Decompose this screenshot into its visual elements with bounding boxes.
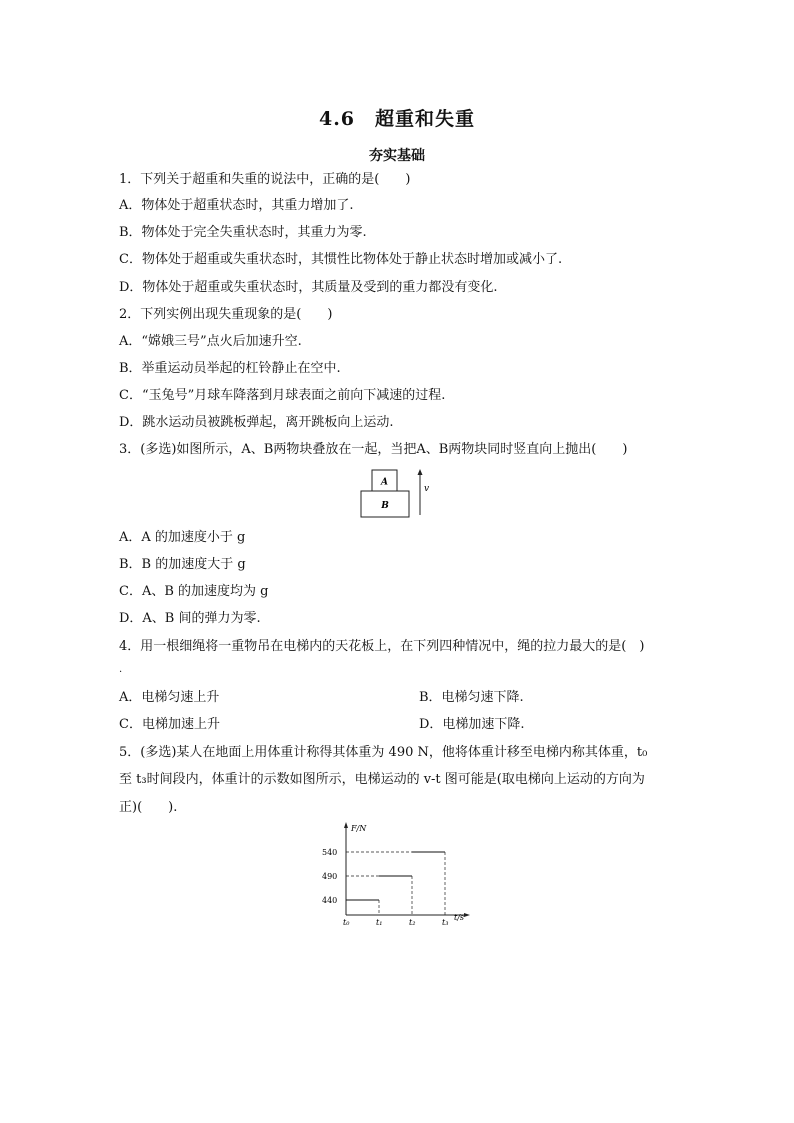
page-title: 4.6 超重和失重	[318, 108, 476, 130]
q4-option-d: D．电梯加速下降.	[419, 717, 525, 732]
q4-stem: 4．用一根细绳将一重物吊在电梯内的天花板上，在下列四种情况中，绳的拉力最大的是( )	[119, 639, 645, 654]
x-tick-label: t₀	[343, 918, 350, 925]
q4-option-a: A．电梯匀速上升	[119, 690, 220, 705]
q2-option-a: A．“嫦娥三号”点火后加速升空.	[119, 334, 302, 349]
x-axis-arrow	[464, 913, 470, 917]
q3-option-a: A．A 的加速度小于 g	[119, 530, 246, 545]
y-axis-label: F/N	[351, 824, 367, 833]
q3-option-b: B．B 的加速度大于 g	[119, 557, 246, 572]
y-tick-label: 540	[322, 848, 338, 857]
block-a-label: A	[381, 477, 388, 488]
q3-option-d: D．A、B 间的弹力为零.	[119, 611, 261, 626]
q2-option-d: D．跳水运动员被跳板弹起，离开跳板向上运动.	[119, 415, 394, 430]
q3-blocks-figure	[355, 465, 440, 523]
q1-option-c: C．物体处于超重或失重状态时，其惯性比物体处于静止状态时增加或减小了.	[119, 252, 563, 267]
x-tick-label: t₃	[442, 918, 449, 925]
x-tick-label: t₁	[376, 918, 383, 925]
q1-stem: 1．下列关于超重和失重的说法中，正确的是( )	[119, 172, 411, 187]
y-axis-arrow	[344, 822, 348, 828]
q4-option-c: C．电梯加速上升	[119, 717, 220, 732]
x-axis-label: t/s	[454, 913, 465, 922]
q5-line-3: 正)( ).	[119, 800, 178, 815]
q1-option-b: B．物体处于完全失重状态时，其重力为零.	[119, 225, 367, 240]
q3-option-c: C．A、B 的加速度均为 g	[119, 584, 269, 599]
q2-option-c: C．“玉兔号”月球车降落到月球表面之前向下减速的过程.	[119, 388, 446, 403]
q4-option-b: B．电梯匀速下降.	[419, 690, 524, 705]
y-tick-label: 440	[322, 896, 338, 905]
velocity-label: v	[424, 484, 430, 494]
q5-line-2: 至 t₃时间段内，体重计的示数如图所示，电梯运动的 v-t 图可能是(取电梯向上运动的方向为	[119, 772, 645, 787]
q2-stem: 2．下列实例出现失重现象的是( )	[119, 307, 333, 322]
q1-option-d: D．物体处于超重或失重状态时，其质量及受到的重力都没有变化.	[119, 280, 498, 295]
q3-stem: 3．(多选)如图所示，A、B两物块叠放在一起，当把A、B两物块同时竖直向上抛出( )	[119, 442, 628, 457]
q5-line-1: 5．(多选)某人在地面上用体重计称得其体重为 490 N，他将体重计移至电梯内称其体重，t₀	[119, 745, 648, 760]
x-tick-label: t₂	[409, 918, 416, 925]
q1-option-a: A．物体处于超重状态时，其重力增加了.	[119, 198, 354, 213]
velocity-arrow-head	[418, 469, 423, 475]
y-tick-label: 490	[322, 872, 338, 881]
section-heading: 夯实基础	[369, 148, 425, 164]
q2-option-b: B．举重运动员举起的杠铃静止在空中.	[119, 361, 341, 376]
q4-stray-dot: .	[119, 664, 123, 675]
block-b-label: B	[381, 501, 389, 511]
force-time-chart	[318, 820, 478, 925]
